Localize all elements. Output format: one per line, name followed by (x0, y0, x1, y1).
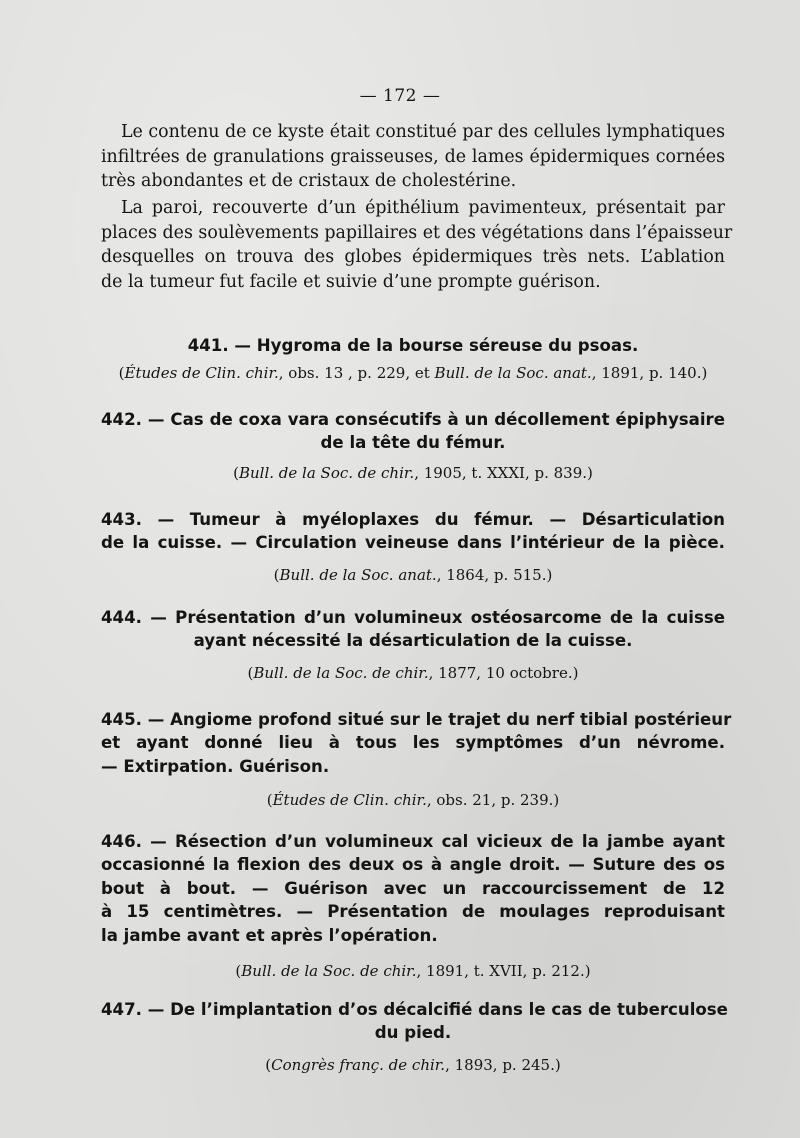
entry-title (101, 508, 725, 555)
text-line: Le contenu de ce kyste était constitué par des cellules lymphatiques (121, 122, 725, 142)
entry-title-line: 441. — Hygroma de la bourse séreuse du psoas. (187, 336, 639, 355)
entry-title-line: la jambe avant et après l’opération. (101, 925, 438, 945)
entry-title-line: ayant nécessité la désarticulation de la cuisse. (193, 631, 633, 651)
entry-reference: (Bull. de la Soc. de chir., 1905, t. XXXI, p. 839.) (233, 463, 593, 482)
entry-title-line: 446. — Résection d’un volumineux cal vicieux de la jambe ayant (101, 832, 725, 851)
entry-445 (101, 708, 732, 810)
entry-title-line: de la tête du fémur. (320, 433, 506, 453)
entry-title (101, 408, 725, 455)
entry-reference: (Congrès franç. de chir., 1893, p. 245.) (265, 1055, 561, 1074)
entry-title (101, 708, 732, 778)
text-line: très abondantes et de cristaux de cholestérine. (101, 171, 517, 192)
entry-title-line: à 15 centimètres. — Présentation de moulages reproduisant (101, 902, 725, 922)
text-line: de la tumeur fut facile et suivie d’une prompte guérison. (101, 271, 601, 292)
text-line: infiltrées de granulations graisseuses, de lames épidermiques cornées (101, 146, 725, 167)
entry-reference: (Bull. de la Soc. de chir., 1891, t. XVII, p. 212.) (235, 962, 591, 981)
entry-title-line: et ayant donné lieu à tous les symptômes d’un névrome. (101, 733, 725, 753)
entry-title (101, 606, 725, 653)
entry-reference: (Bull. de la Soc. anat., 1864, p. 515.) (273, 565, 553, 584)
entry-446 (101, 830, 725, 981)
entry-442 (101, 408, 725, 483)
entry-title-line: 445. — Angiome profond situé sur le trajet du nerf tibial postérieur (101, 710, 732, 729)
text-line: desquelles on trouva des globes épidermiques très nets. L’ablation (101, 247, 725, 268)
entry-reference: (Bull. de la Soc. de chir., 1877, 10 octobre.) (247, 663, 579, 682)
entry-title-line: 443. — Tumeur à myéloplaxes du fémur. — Désarticulation (101, 510, 725, 529)
entry-444 (101, 606, 725, 683)
text-line: places des soulèvements papillaires et des végétations dans l’épaisseur (101, 222, 733, 243)
intro-paragraph-1 (101, 120, 725, 194)
entry-reference: (Études de Clin. chir., obs. 21, p. 239.) (266, 791, 560, 810)
entry-title-line: du pied. (374, 1023, 452, 1043)
entry-title-line: de la cuisse. — Circulation veineuse dans l’intérieur de la pièce. (101, 533, 725, 553)
entry-title (101, 830, 725, 947)
intro-paragraph-2 (101, 196, 733, 294)
entry-title-line: bout à bout. — Guérison avec un raccourcissement de 12 (101, 878, 725, 898)
entry-title-line: occasionné la flexion des deux os à angle droit. — Suture des os (101, 855, 725, 875)
entry-443 (101, 508, 725, 585)
entry-title (101, 334, 725, 357)
entry-441 (101, 334, 725, 383)
entry-title-line: 442. — Cas de coxa vara consécutifs à un décollement épiphysaire (101, 410, 725, 429)
entry-title-line: 447. — De l’implantation d’os décalcifié dans le cas de tuberculose (101, 1000, 728, 1019)
entry-title-line: — Extirpation. Guérison. (101, 756, 330, 776)
entry-reference: (Études de Clin. chir., obs. 13 , p. 229, et Bull. de la Soc. anat., 1891, p. 140.) (118, 364, 708, 383)
entry-447 (101, 998, 728, 1075)
page-number: — 172 — (359, 86, 441, 106)
entry-title (101, 998, 728, 1045)
entry-title-line: 444. — Présentation d’un volumineux ostéosarcome de la cuisse (101, 608, 725, 627)
text-line: La paroi, recouverte d’un épithélium pavimenteux, présentait par (121, 198, 725, 218)
